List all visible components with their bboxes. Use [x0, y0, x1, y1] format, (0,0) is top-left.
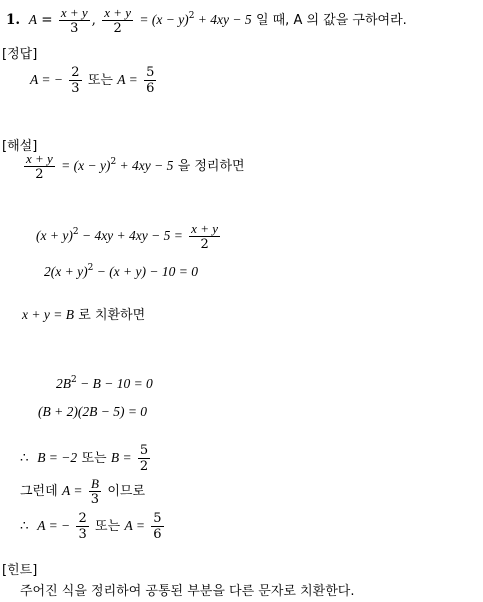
explanation-line-1: $\frac{x + y}{2}$ = $(x - y)^2 + 4xy - 5$ 을 정리하면 [26, 151, 245, 182]
answer-fraction-1: $\frac{2}{3}$ [71, 65, 80, 96]
answer-label: [정답] [2, 47, 38, 62]
explanation-line-5: $2B^2 - B - 10 = 0$ [56, 375, 153, 391]
explanation-line-4: x + y = B 로 치환하면 [22, 307, 146, 323]
problem-statement: 1. A = $\frac{x + y}{3}$ , $\frac{x + y}{2}$ = $(x - y)^2 + 4xy - 5$ 일 때, A 의 값을 구하여라. [6, 5, 407, 36]
problem-fraction-2: $\frac{x + y}{2}$ [104, 5, 132, 36]
explanation-line-8: 그런데 A = $\frac{B}{3}$ 이므로 [20, 476, 146, 507]
problem-number: 1. [6, 12, 21, 28]
answer-line: A = − $\frac{2}{3}$ 또는 A = $\frac{5}{6}$ [30, 65, 155, 96]
explanation-label: [해설] [2, 139, 38, 154]
problem-suffix: 일 때, A 의 값을 구하여라. [255, 13, 407, 28]
explanation-line-2: $(x + y)^2 - 4xy + 4xy - 5$ = $\frac{x + y}{2}$ [36, 221, 218, 252]
explanation-line-9: ∴ A = − $\frac{2}{3}$ 또는 A = $\frac{5}{6}$ [20, 511, 162, 542]
explanation-line-7: ∴ B = −2 또는 B = $\frac{5}{2}$ [20, 443, 149, 474]
explanation-line-6: (B + 2)(2B − 5) = 0 [38, 404, 148, 419]
hint-label: [힌트] [2, 563, 38, 578]
problem-fraction-1: $\frac{x + y}{3}$ [60, 5, 88, 36]
hint-text: 주어진 식을 정리하여 공통된 부분을 다른 문자로 치환한다. [20, 584, 355, 599]
answer-fraction-2: $\frac{5}{6}$ [146, 65, 155, 96]
explanation-line-3: $2(x + y)^2 - (x + y) - 10 = 0$ [44, 263, 198, 279]
